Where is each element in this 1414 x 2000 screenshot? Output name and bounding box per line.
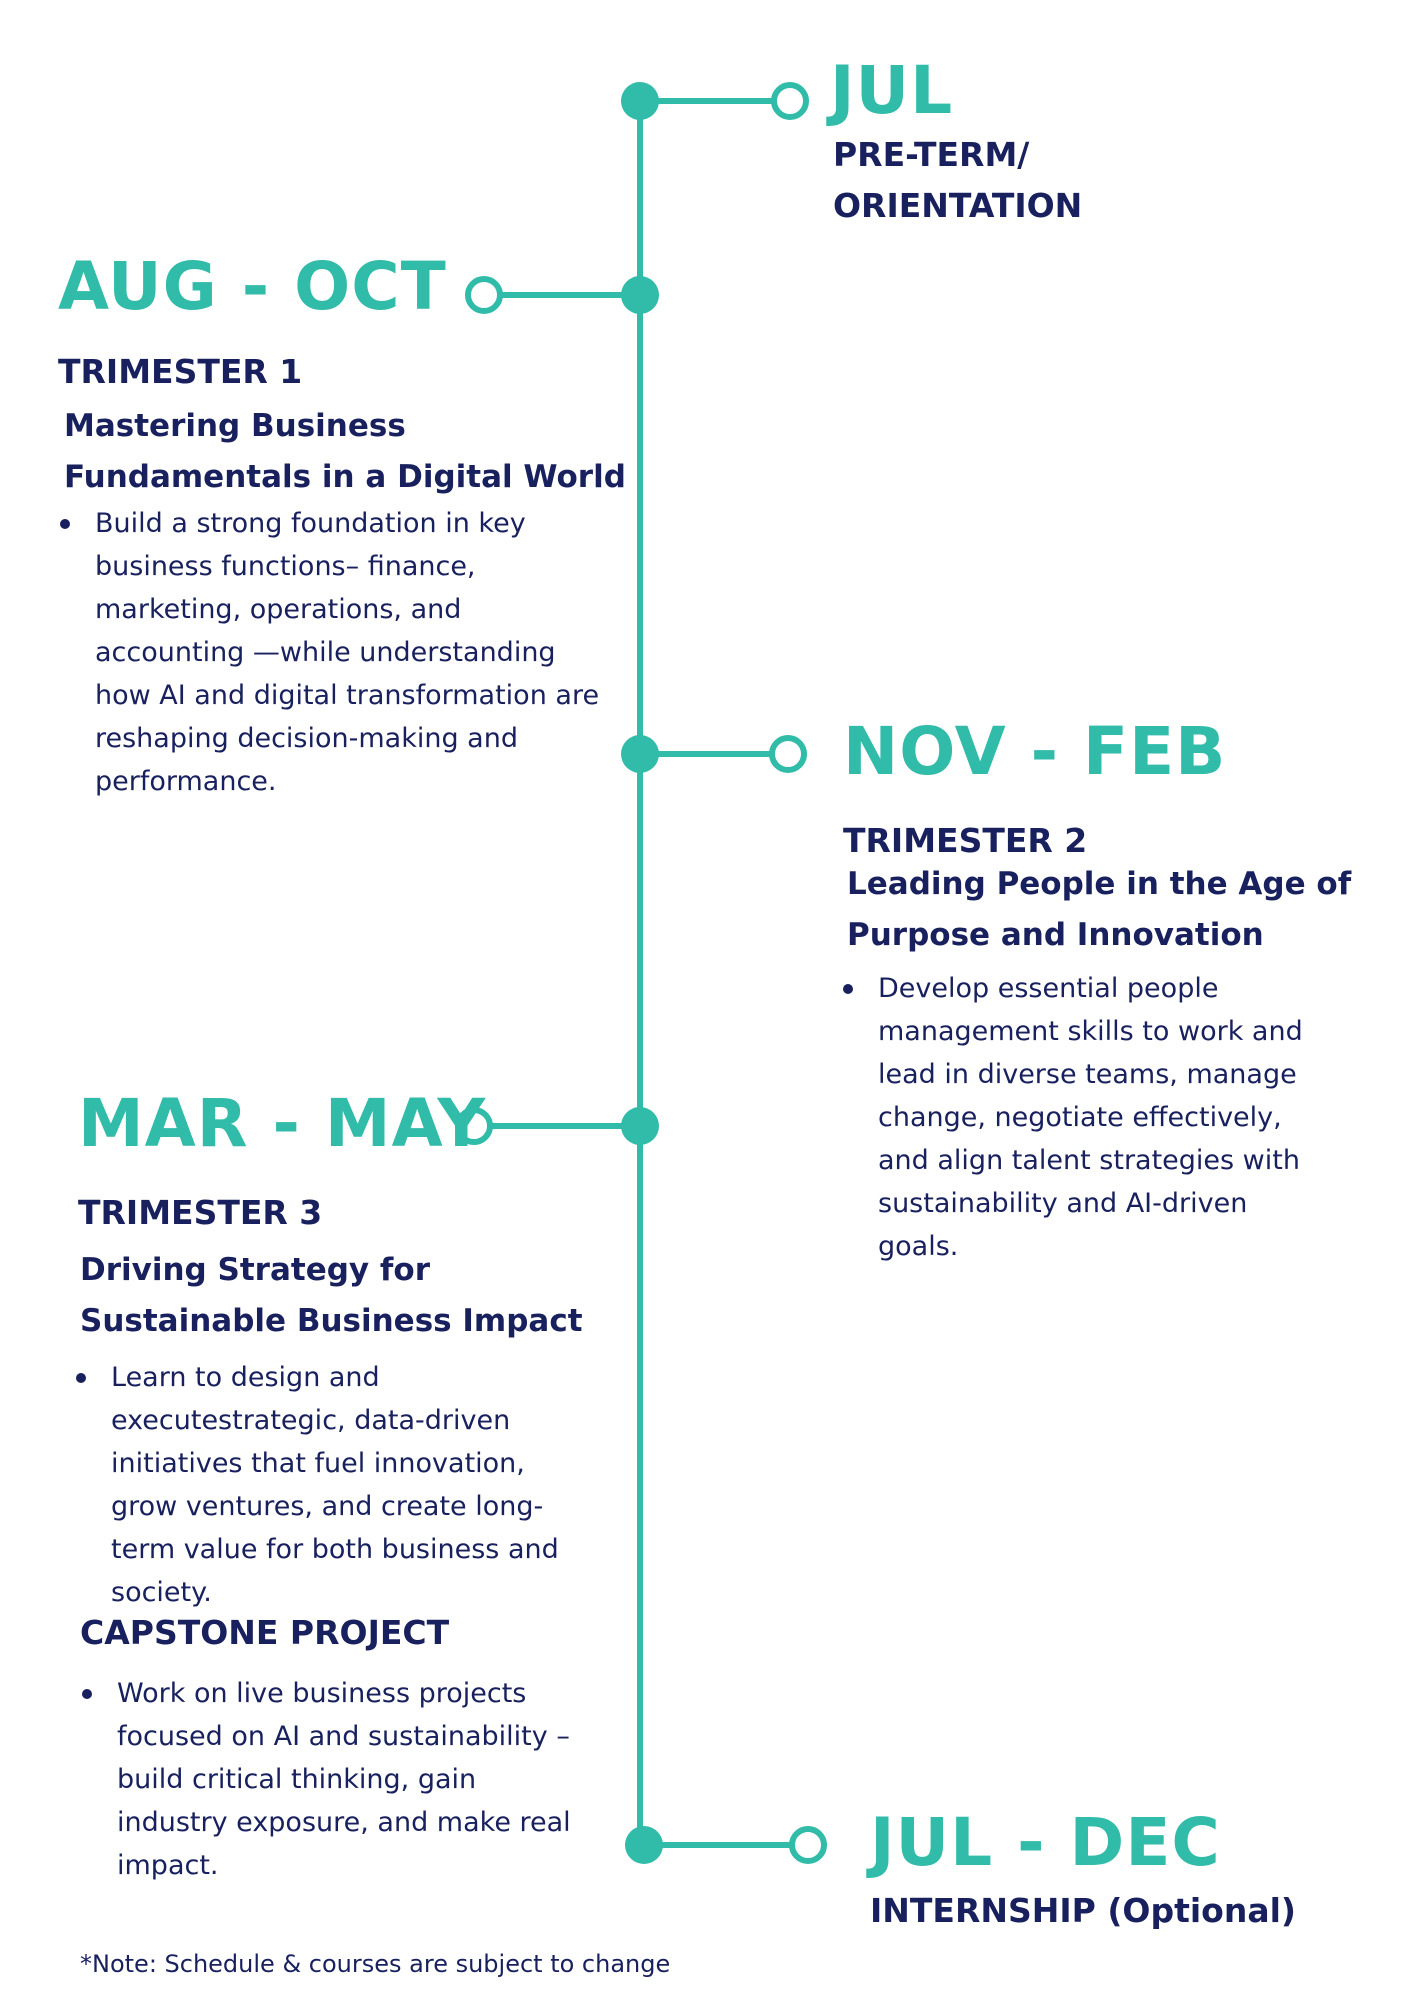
trimester-subtitle: Purpose and Innovation	[847, 917, 1264, 953]
trimester-subtitle: Fundamentals in a Digital World	[64, 459, 626, 495]
connector-aug-oct	[468, 276, 659, 314]
milestone-period: AUG - OCT	[58, 248, 447, 325]
timeline-ring	[772, 738, 804, 770]
trimester-subtitle: Leading People in the Age of	[847, 866, 1352, 902]
connector-jul	[621, 82, 806, 120]
trimester-subtitle: Mastering Business	[64, 408, 406, 444]
connector-mar-may	[458, 1107, 659, 1145]
bullet-list	[76, 1356, 596, 1614]
bullet-list	[82, 1672, 592, 1887]
internship-label: INTERNSHIP (Optional)	[870, 1891, 1296, 1930]
timeline-ring	[774, 85, 806, 117]
bullet-item: Work on live business projects focused on AI and sustainability – build critical thinking, gain industry exposure, and make real impact.	[82, 1672, 592, 1887]
milestone-period: JUL	[830, 52, 954, 129]
timeline-ring	[468, 279, 500, 311]
bullet-item: Develop essential people management skills to work and lead in diverse teams, manage change, negotiate effectively, and align talent strategies with sustainability and AI-driven goals.	[843, 967, 1323, 1268]
bullet-item: Learn to design and executestrategic, data-driven initiatives that fuel innovation, grow ventures, and create long-term value for both business and society.	[76, 1356, 596, 1614]
milestone-period: NOV - FEB	[843, 713, 1227, 790]
trimester-label: TRIMESTER 3	[78, 1193, 323, 1232]
bullet-item: Build a strong foundation in key business functions– finance, marketing, operations, and accounting —while understanding how AI and digital transformation are reshaping decision-making and performance.	[60, 502, 600, 803]
timeline-node	[621, 276, 659, 314]
timeline-node	[621, 1107, 659, 1145]
trimester-label: TRIMESTER 2	[843, 821, 1088, 860]
bullet-list	[843, 967, 1323, 1268]
connector-nov-feb	[621, 735, 804, 773]
timeline-node	[625, 1826, 663, 1864]
timeline-node	[621, 82, 659, 120]
milestone-period: MAR - MAY	[78, 1085, 487, 1162]
connector-jul-dec	[625, 1826, 824, 1864]
bullet-list	[60, 502, 600, 803]
trimester-subtitle: Driving Strategy for	[80, 1252, 430, 1288]
capstone-title: CAPSTONE PROJECT	[80, 1613, 450, 1652]
milestone-label: ORIENTATION	[833, 186, 1083, 225]
footer-note: *Note: Schedule & courses are subject to change	[80, 1950, 671, 1978]
milestone-label: PRE-TERM/	[833, 135, 1030, 174]
timeline-ring	[792, 1829, 824, 1861]
trimester-subtitle: Sustainable Business Impact	[80, 1303, 583, 1339]
timeline-node	[621, 735, 659, 773]
milestone-period: JUL - DEC	[870, 1804, 1221, 1881]
trimester-label: TRIMESTER 1	[58, 352, 303, 391]
